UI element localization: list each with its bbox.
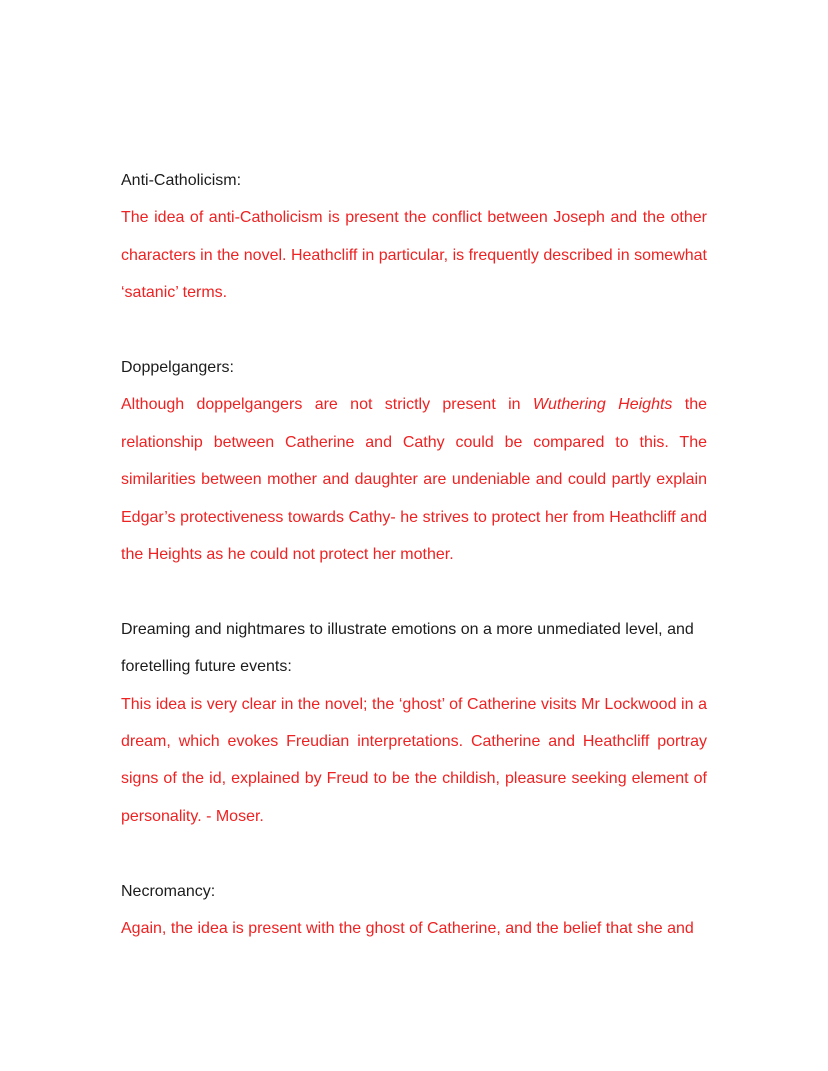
section-paragraph: Again, the idea is present with the ghost of Catherine, and the belief that she and <box>121 920 694 938</box>
section-heading: Doppelgangers: <box>121 359 234 377</box>
section-doppelgangers <box>121 349 707 573</box>
section-necromancy <box>121 873 707 948</box>
document-content <box>121 162 707 947</box>
section-anti-catholicism <box>121 162 707 312</box>
section-dreaming-nightmares <box>121 611 707 835</box>
section-heading: Anti-Catholicism: <box>121 172 242 189</box>
section-paragraph: Although doppelgangers are not strictly present in Wuthering Heights the relationship between Catherine and Cathy could be compared to this. The similarities between mother and daughter are undeniable and could partly explain Edgar’s protectiveness towards Cathy- he strives to protect her from Heathcliff and the Heights as he could not protect her mother. <box>121 396 707 564</box>
section-heading: Dreaming and nightmares to illustrate emotions on a more unmediated level, and foretelling future events: <box>121 620 694 676</box>
section-heading: Necromancy: <box>121 882 216 900</box>
section-paragraph: The idea of anti-Catholicism is present the conflict between Joseph and the other characters in the novel. Heathcliff in particular, is frequently described in somewhat ‘satanic’ terms. <box>121 209 707 302</box>
section-paragraph: This idea is very clear in the novel; the ‘ghost’ of Catherine visits Mr Lockwood in a dream, which evokes Freudian interpretations. Catherine and Heathcliff portray signs of the id, explained by Freud to be the childish, pleasure seeking element of personality. - Moser. <box>121 695 707 825</box>
